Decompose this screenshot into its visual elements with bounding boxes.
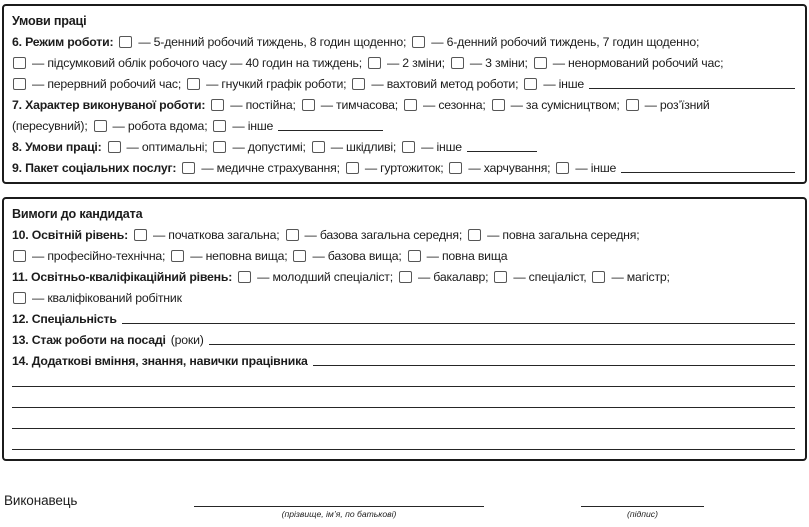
option-label: — інше bbox=[232, 118, 274, 133]
fill-line[interactable] bbox=[589, 88, 795, 89]
fill-line[interactable] bbox=[621, 172, 795, 173]
checkbox[interactable] bbox=[449, 162, 462, 174]
form-row bbox=[12, 392, 795, 413]
checkbox[interactable] bbox=[286, 229, 299, 241]
checkbox[interactable] bbox=[13, 78, 26, 90]
option-label: (пересувний); bbox=[12, 118, 88, 133]
form-row bbox=[12, 329, 795, 350]
checkbox[interactable] bbox=[626, 99, 639, 111]
option-label: — інше bbox=[421, 139, 462, 154]
option-label: — магістр; bbox=[611, 269, 670, 284]
checkbox[interactable] bbox=[492, 99, 505, 111]
option-label: — 6-денний робочий тиждень, 7 годин щоденно; bbox=[431, 34, 700, 49]
option-label: — 3 зміни; bbox=[469, 55, 528, 70]
sign-signature-block bbox=[581, 471, 704, 519]
checkbox[interactable] bbox=[187, 78, 200, 90]
option-label: — бакалавр; bbox=[417, 269, 489, 284]
form-row bbox=[12, 371, 795, 392]
checkbox[interactable] bbox=[94, 120, 107, 132]
field-label: 13. Стаж роботи на посаді bbox=[12, 332, 166, 347]
field-label: 12. Спеціальність bbox=[12, 311, 117, 326]
name-signature-line[interactable] bbox=[194, 471, 484, 507]
option-label: — допустимі; bbox=[232, 139, 306, 154]
form-row bbox=[12, 308, 795, 329]
checkbox[interactable] bbox=[119, 36, 132, 48]
fill-line[interactable] bbox=[122, 323, 795, 324]
form-row bbox=[12, 94, 795, 115]
checkbox[interactable] bbox=[13, 57, 26, 69]
section-working-conditions bbox=[2, 4, 807, 184]
checkbox[interactable] bbox=[312, 141, 325, 153]
section-rows bbox=[12, 224, 795, 455]
checkbox[interactable] bbox=[494, 271, 507, 283]
option-label: — роз’їзний bbox=[644, 97, 710, 112]
checkbox[interactable] bbox=[368, 57, 381, 69]
fill-line[interactable] bbox=[12, 386, 795, 387]
option-label: — 2 зміни; bbox=[386, 55, 445, 70]
fill-line[interactable] bbox=[12, 407, 795, 408]
checkbox[interactable] bbox=[293, 250, 306, 262]
section-rows bbox=[12, 31, 795, 178]
option-label: — підсумковий облік робочого часу — 40 годин на тиждень; bbox=[32, 55, 362, 70]
sign-signature-line[interactable] bbox=[581, 471, 704, 507]
option-label: — 5-денний робочий тиждень, 8 годин щоденно; bbox=[138, 34, 407, 49]
name-signature-block bbox=[194, 471, 484, 519]
checkbox[interactable] bbox=[556, 162, 569, 174]
option-label: (роки) bbox=[170, 332, 204, 347]
checkbox[interactable] bbox=[213, 141, 226, 153]
field-label: 7. Характер виконуваної роботи: bbox=[12, 97, 206, 112]
option-label: — базова вища; bbox=[312, 248, 402, 263]
checkbox[interactable] bbox=[412, 36, 425, 48]
option-label: — повна загальна середня; bbox=[487, 227, 640, 242]
form-row bbox=[12, 245, 795, 266]
fill-line[interactable] bbox=[12, 449, 795, 450]
checkbox[interactable] bbox=[451, 57, 464, 69]
fill-line[interactable] bbox=[12, 428, 795, 429]
checkbox[interactable] bbox=[352, 78, 365, 90]
option-label: — інше bbox=[575, 160, 617, 175]
option-label: — початкова загальна; bbox=[152, 227, 280, 242]
form-row bbox=[12, 157, 795, 178]
option-label: — постійна; bbox=[230, 97, 296, 112]
option-label: — спеціаліст, bbox=[513, 269, 587, 284]
checkbox[interactable] bbox=[171, 250, 184, 262]
option-label: — гнучкий графік роботи; bbox=[206, 76, 347, 91]
checkbox[interactable] bbox=[13, 250, 26, 262]
checkbox[interactable] bbox=[134, 229, 147, 241]
checkbox[interactable] bbox=[399, 271, 412, 283]
checkbox[interactable] bbox=[238, 271, 251, 283]
option-label: — медичне страхування; bbox=[201, 160, 340, 175]
option-label: — професійно-технічна; bbox=[32, 248, 166, 263]
field-label: 6. Режим роботи: bbox=[12, 34, 114, 49]
name-signature-caption: (прізвище, ім’я, по батькові) bbox=[281, 509, 397, 519]
section-title: Умови праці bbox=[12, 14, 87, 28]
field-label: 14. Додаткові вміння, знання, навички працівника bbox=[12, 353, 308, 368]
option-label: — молодший спеціаліст; bbox=[257, 269, 393, 284]
checkbox[interactable] bbox=[524, 78, 537, 90]
form-row bbox=[12, 115, 795, 136]
form-row bbox=[12, 287, 795, 308]
option-label: — за сумісництвом; bbox=[510, 97, 620, 112]
section-title: Вимоги до кандидата bbox=[12, 207, 143, 221]
option-label: — оптимальні; bbox=[126, 139, 208, 154]
checkbox[interactable] bbox=[108, 141, 121, 153]
option-label: — гуртожиток; bbox=[364, 160, 444, 175]
option-label: — шкідливі; bbox=[330, 139, 397, 154]
checkbox[interactable] bbox=[346, 162, 359, 174]
fill-line[interactable] bbox=[278, 130, 383, 131]
checkbox[interactable] bbox=[404, 99, 417, 111]
option-label: — інше bbox=[543, 76, 585, 91]
sign-signature-caption: (підпис) bbox=[627, 509, 658, 519]
checkbox[interactable] bbox=[534, 57, 547, 69]
checkbox[interactable] bbox=[13, 292, 26, 304]
checkbox[interactable] bbox=[213, 120, 226, 132]
option-label: — перервний робочий час; bbox=[32, 76, 182, 91]
checkbox[interactable] bbox=[468, 229, 481, 241]
option-label: — базова загальна середня; bbox=[304, 227, 463, 242]
option-label: — кваліфікований робітник bbox=[32, 290, 182, 305]
option-label: — тимчасова; bbox=[320, 97, 398, 112]
signature-footer bbox=[0, 471, 809, 527]
option-label: — ненормований робочий час; bbox=[552, 55, 724, 70]
field-label: 9. Пакет соціальних послуг: bbox=[12, 160, 177, 175]
option-label: — повна вища bbox=[426, 248, 508, 263]
fill-line[interactable] bbox=[313, 365, 795, 366]
form-row bbox=[12, 350, 795, 371]
option-label: — неповна вища; bbox=[190, 248, 288, 263]
form-row bbox=[12, 413, 795, 434]
fill-line[interactable] bbox=[467, 151, 537, 152]
checkbox[interactable] bbox=[211, 99, 224, 111]
field-label: 10. Освітній рівень: bbox=[12, 227, 128, 242]
option-label: — вахтовий метод роботи; bbox=[371, 76, 519, 91]
form-row bbox=[12, 52, 795, 73]
option-label: — робота вдома; bbox=[112, 118, 208, 133]
form-row bbox=[12, 266, 795, 287]
form-row bbox=[12, 434, 795, 455]
section-candidate-requirements bbox=[2, 197, 807, 461]
checkbox[interactable] bbox=[302, 99, 315, 111]
checkbox[interactable] bbox=[592, 271, 605, 283]
checkbox[interactable] bbox=[182, 162, 195, 174]
checkbox[interactable] bbox=[402, 141, 415, 153]
executor-label: Виконавець bbox=[4, 493, 78, 508]
form-row bbox=[12, 73, 795, 94]
field-label: 11. Освітньо-кваліфікаційний рівень: bbox=[12, 269, 233, 284]
option-label: — харчування; bbox=[468, 160, 551, 175]
field-label: 8. Умови праці: bbox=[12, 139, 102, 154]
form-row bbox=[12, 224, 795, 245]
form-row bbox=[12, 136, 795, 157]
fill-line[interactable] bbox=[209, 344, 795, 345]
option-label: — сезонна; bbox=[423, 97, 486, 112]
form-row bbox=[12, 31, 795, 52]
checkbox[interactable] bbox=[408, 250, 421, 262]
